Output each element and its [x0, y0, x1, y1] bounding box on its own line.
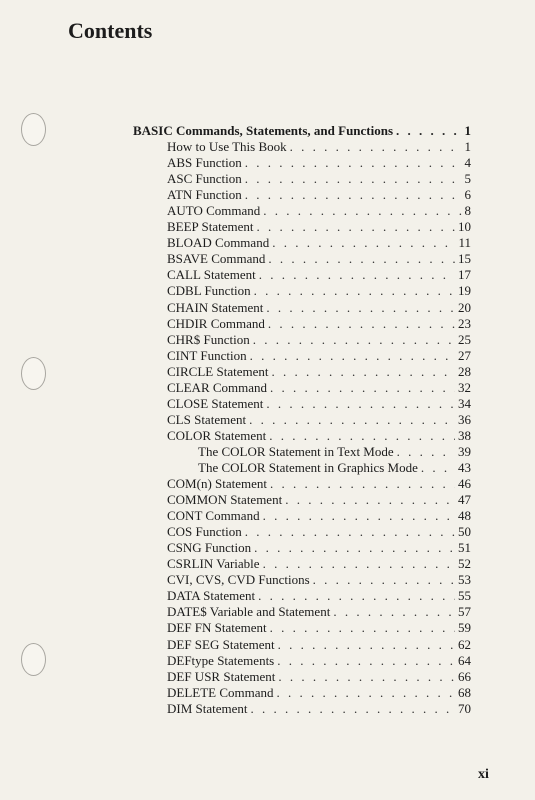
toc-entry-page: 39: [458, 443, 471, 459]
toc-entry-page: 17: [458, 267, 471, 283]
toc-entry-page: 66: [458, 668, 471, 684]
page-title: Contents: [68, 18, 153, 43]
toc-entry[interactable]: [133, 540, 471, 556]
dot-leader: [270, 476, 455, 492]
toc-entry-page: 70: [458, 700, 471, 716]
toc-entry[interactable]: [133, 669, 471, 685]
dot-leader: [333, 604, 455, 620]
toc-entry-title: The COLOR Statement in Graphics Mode: [198, 459, 418, 475]
toc-entry-title: How to Use This Book: [167, 139, 287, 155]
toc-entry-title: CLOSE Statement: [167, 395, 264, 411]
toc-entry-page: 68: [458, 684, 471, 700]
toc-entry[interactable]: [133, 428, 471, 444]
toc-entry-page: 51: [458, 540, 471, 556]
dot-leader: [272, 235, 455, 251]
dot-leader: [250, 348, 455, 364]
dot-leader: [290, 139, 462, 155]
dot-leader: [263, 556, 455, 572]
toc-entry[interactable]: [133, 492, 471, 508]
dot-leader: [278, 637, 455, 653]
toc-entry-page: 62: [458, 636, 471, 652]
toc-entry-page: 32: [458, 379, 471, 395]
toc-entry[interactable]: [133, 267, 471, 283]
toc-entry-page: 1: [464, 139, 471, 155]
toc-entry-title: DEF USR Statement: [167, 668, 276, 684]
toc-entry-title: CINT Function: [167, 347, 247, 363]
toc-entry-page: 38: [458, 427, 471, 443]
toc-entry-page: 4: [464, 155, 471, 171]
toc-entry-page: 8: [464, 203, 471, 219]
toc-entry[interactable]: [133, 476, 471, 492]
toc-entry-title: ASC Function: [167, 171, 242, 187]
dot-leader: [278, 669, 455, 685]
toc-entry-page: 43: [458, 459, 471, 475]
toc-entry[interactable]: [133, 653, 471, 669]
toc-entry-page: 57: [458, 604, 471, 620]
toc-entry-page: 15: [458, 251, 471, 267]
toc-entries: [133, 139, 471, 717]
toc-entry[interactable]: [133, 620, 471, 636]
page-number: xi: [478, 767, 489, 782]
toc-entry-page: 55: [458, 588, 471, 604]
dot-leader: [254, 540, 455, 556]
toc-entry[interactable]: [133, 364, 471, 380]
toc-section-page: 1: [464, 123, 471, 138]
toc-entry-title: ABS Function: [167, 155, 242, 171]
dot-leader: [259, 267, 455, 283]
toc-entry[interactable]: [133, 139, 471, 155]
toc-entry-title: CHR$ Function: [167, 331, 250, 347]
toc-entry-title: CHAIN Statement: [167, 299, 264, 315]
toc-entry[interactable]: [133, 396, 471, 412]
toc-entry-title: CSNG Function: [167, 540, 252, 556]
dot-leader: [263, 508, 455, 524]
toc-entry[interactable]: [133, 380, 471, 396]
dot-leader: [249, 412, 455, 428]
toc-entry[interactable]: [133, 300, 471, 316]
toc-entry[interactable]: [133, 219, 471, 235]
toc-entry-page: 27: [458, 347, 471, 363]
toc-entry[interactable]: [133, 316, 471, 332]
dot-leader: [397, 444, 455, 460]
dot-leader: [245, 524, 455, 540]
toc-entry-page: 53: [458, 572, 471, 588]
toc-entry-title: DIM Statement: [167, 700, 248, 716]
toc-entry[interactable]: [133, 203, 471, 219]
dot-leader: [245, 171, 462, 187]
dot-leader: [268, 251, 455, 267]
toc-entry-page: 48: [458, 508, 471, 524]
toc-entry-title: CSRLIN Variable: [167, 556, 260, 572]
dot-leader: [245, 187, 462, 203]
dot-leader: [396, 123, 461, 139]
toc-entry-title: CHDIR Command: [167, 315, 265, 331]
dot-leader: [268, 316, 455, 332]
toc-entry-page: 23: [458, 315, 471, 331]
dot-leader: [263, 203, 461, 219]
dot-leader: [257, 219, 455, 235]
dot-leader: [269, 428, 455, 444]
binder-hole: [21, 113, 46, 146]
toc-entry-title: DEF FN Statement: [167, 620, 267, 636]
dot-leader: [251, 701, 455, 717]
toc-entry-title: DATE$ Variable and Statement: [167, 604, 331, 620]
binder-hole: [21, 357, 46, 390]
toc-entry-title: CIRCLE Statement: [167, 363, 269, 379]
dot-leader: [266, 300, 455, 316]
toc-entry[interactable]: [133, 332, 471, 348]
toc-entry[interactable]: [133, 701, 471, 717]
toc-entry-title: CALL Statement: [167, 267, 256, 283]
toc-entry-page: 52: [458, 556, 471, 572]
binder-hole: [21, 643, 46, 676]
toc-entry[interactable]: [133, 604, 471, 620]
toc-entry-page: 25: [458, 331, 471, 347]
dot-leader: [245, 155, 462, 171]
toc-entry[interactable]: [133, 412, 471, 428]
dot-leader: [270, 380, 455, 396]
toc-entry[interactable]: [133, 637, 471, 653]
dot-leader: [254, 283, 455, 299]
toc-entry[interactable]: [133, 171, 471, 187]
dot-leader: [277, 685, 455, 701]
toc-entry-page: 64: [458, 652, 471, 668]
dot-leader: [313, 572, 455, 588]
toc-entry-title: CDBL Function: [167, 283, 251, 299]
dot-leader: [421, 460, 455, 476]
toc-entry-title: DEF SEG Statement: [167, 636, 275, 652]
toc-entry[interactable]: [133, 348, 471, 364]
toc-entry-page: 6: [464, 187, 471, 203]
toc-entry-title: COM(n) Statement: [167, 476, 268, 492]
toc-entry-title: COMMON Statement: [167, 492, 283, 508]
toc-section-heading[interactable]: [133, 123, 471, 139]
toc-entry[interactable]: [133, 572, 471, 588]
toc-entry-title: BSAVE Command: [167, 251, 266, 267]
toc-entry[interactable]: [133, 235, 471, 251]
toc-entry[interactable]: [133, 155, 471, 171]
table-of-contents: [133, 123, 471, 717]
toc-entry-title: CONT Command: [167, 508, 260, 524]
toc-entry-page: 36: [458, 411, 471, 427]
toc-entry[interactable]: [133, 556, 471, 572]
toc-entry-page: 59: [458, 620, 471, 636]
dot-leader: [277, 653, 455, 669]
dot-leader: [271, 364, 455, 380]
toc-entry[interactable]: [133, 187, 471, 203]
toc-entry-title: BEEP Statement: [167, 219, 254, 235]
toc-entry-page: 34: [458, 395, 471, 411]
dot-leader: [253, 332, 455, 348]
toc-entry-title: ATN Function: [167, 187, 242, 203]
toc-entry-page: 20: [458, 299, 471, 315]
toc-entry-page: 10: [458, 219, 471, 235]
dot-leader: [266, 396, 455, 412]
toc-entry-title: The COLOR Statement in Text Mode: [198, 443, 394, 459]
toc-entry-title: AUTO Command: [167, 203, 261, 219]
toc-entry-title: DELETE Command: [167, 684, 274, 700]
toc-entry-title: DATA Statement: [167, 588, 256, 604]
toc-entry[interactable]: [133, 508, 471, 524]
dot-leader: [258, 588, 455, 604]
toc-entry-page: 28: [458, 363, 471, 379]
toc-entry-title: COLOR Statement: [167, 427, 267, 443]
toc-entry-page: 19: [458, 283, 471, 299]
toc-entry-title: CVI, CVS, CVD Functions: [167, 572, 310, 588]
dot-leader: [270, 620, 455, 636]
toc-entry[interactable]: [133, 283, 471, 299]
toc-subentry[interactable]: [133, 460, 471, 476]
toc-entry-page: 46: [458, 476, 471, 492]
toc-entry-title: BLOAD Command: [167, 235, 270, 251]
toc-entry[interactable]: [133, 685, 471, 701]
toc-entry-page: 47: [458, 492, 471, 508]
toc-entry-title: COS Function: [167, 524, 242, 540]
toc-entry[interactable]: [133, 251, 471, 267]
toc-section-title: BASIC Commands, Statements, and Functions: [133, 123, 394, 138]
toc-entry-page: 11: [458, 235, 471, 251]
toc-entry[interactable]: [133, 524, 471, 540]
toc-entry-title: CLS Statement: [167, 411, 247, 427]
toc-entry-page: 50: [458, 524, 471, 540]
toc-entry-title: DEFtype Statements: [167, 652, 275, 668]
toc-subentry[interactable]: [133, 444, 471, 460]
toc-entry[interactable]: [133, 588, 471, 604]
toc-entry-page: 5: [464, 171, 471, 187]
dot-leader: [285, 492, 455, 508]
toc-entry-title: CLEAR Command: [167, 379, 268, 395]
